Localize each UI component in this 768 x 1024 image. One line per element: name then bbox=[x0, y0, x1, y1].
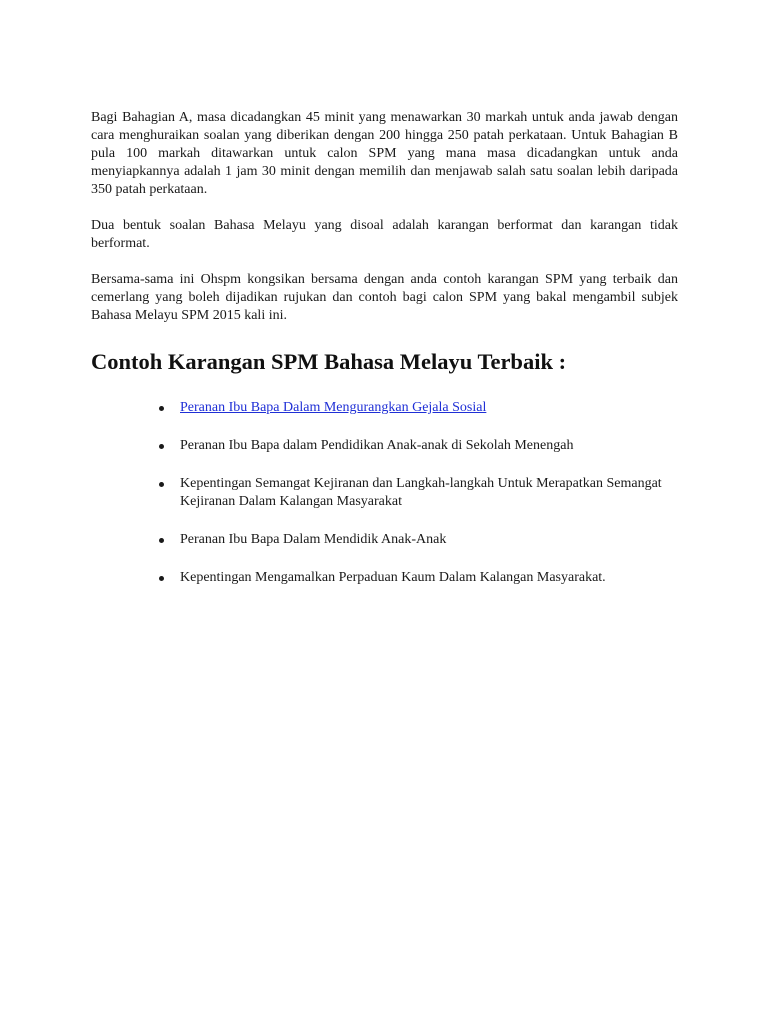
bullet-icon bbox=[159, 444, 164, 449]
list-item bbox=[180, 569, 678, 587]
paragraph-sharing-intro: Bersama-sama ini Ohspm kongsikan bersama dengan anda contoh karangan SPM yang terbaik dan cemerlang yang boleh dijadikan rujukan dan contoh bagi calon SPM yang bakal mengambil subjek Bahasa Melayu SPM 2015 kali ini. bbox=[91, 272, 678, 323]
essay-link-social-issues[interactable]: Peranan Ibu Bapa Dalam Mengurangkan Gejala Sosial bbox=[180, 400, 487, 415]
list-item bbox=[180, 437, 678, 455]
list-item-label: Peranan Ibu Bapa Dalam Mendidik Anak-Anak bbox=[180, 532, 447, 547]
paragraph-time-allocation: Bagi Bahagian A, masa dicadangkan 45 minit yang menawarkan 30 markah untuk anda jawab dengan cara menghuraikan soalan yang diberikan dengan 200 hingga 250 patah perkataan. Untuk Bahagian B pula 100 markah ditawarkan untuk calon SPM yang mana masa dicadangkan untuk anda menyiapkannya adalah 1 jam 30 minit dengan memilih dan menjawab salah satu soalan lebih daripada 350 patah perkataan. bbox=[91, 110, 678, 197]
bullet-icon bbox=[159, 406, 164, 411]
list-item bbox=[180, 475, 678, 511]
bullet-icon bbox=[159, 482, 164, 487]
essay-list bbox=[91, 399, 678, 587]
list-item bbox=[180, 399, 678, 417]
list-item-label: Kepentingan Semangat Kejiranan dan Langkah-langkah Untuk Merapatkan Semangat Kejiranan Dalam Kalangan Masyarakat bbox=[180, 476, 662, 509]
section-heading: Contoh Karangan SPM Bahasa Melayu Terbaik : bbox=[91, 349, 567, 374]
bullet-icon bbox=[159, 538, 164, 543]
paragraph-question-types: Dua bentuk soalan Bahasa Melayu yang disoal adalah karangan berformat dan karangan tidak berformat. bbox=[91, 218, 678, 251]
list-item-label: Peranan Ibu Bapa dalam Pendidikan Anak-anak di Sekolah Menengah bbox=[180, 438, 574, 453]
document-page bbox=[91, 109, 678, 607]
list-item bbox=[180, 531, 678, 549]
list-item-label: Kepentingan Mengamalkan Perpaduan Kaum Dalam Kalangan Masyarakat. bbox=[180, 570, 606, 585]
bullet-icon bbox=[159, 576, 164, 581]
